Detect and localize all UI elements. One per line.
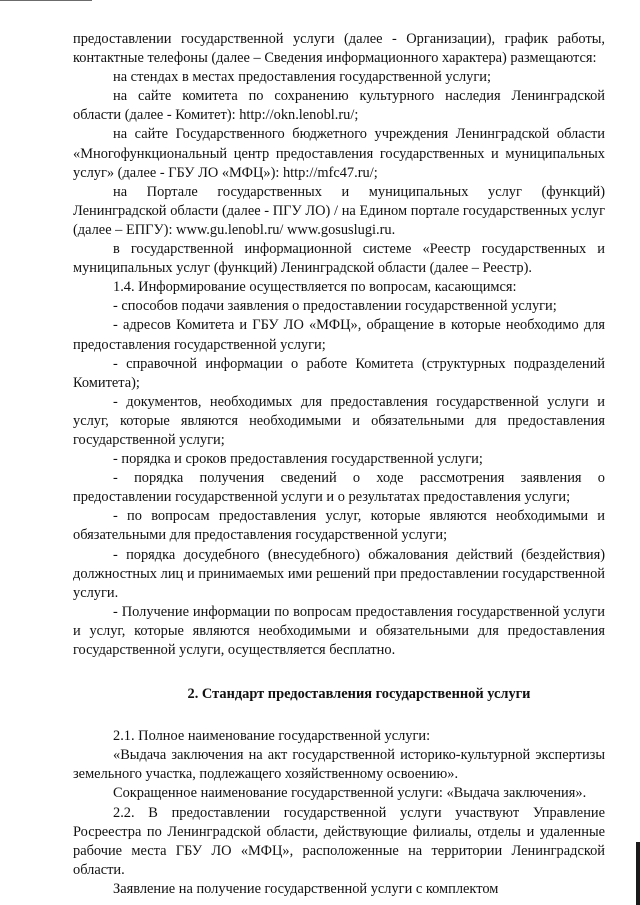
list-item: - документов, необходимых для предоставления государственной услуги и услуг, которые являются необходимыми и обязательными для предоставления государственной услуги; xyxy=(73,393,605,448)
paragraph: на сайте комитета по сохранению культурного наследия Ленинградской области (далее - Комитет): http://okn.lenobl.ru/; xyxy=(73,88,605,124)
paragraph: на сайте Государственного бюджетного учреждения Ленинградской области «Многофункциональный центр предоставления государственных и муниципальных услуг» (далее - ГБУ ЛО «МФЦ»): http://mfc47.ru/; xyxy=(73,126,605,181)
document-body xyxy=(73,30,605,899)
list-item: - Получение информации по вопросам предоставления государственной услуги и услуг, которые являются необходимыми и обязательными для предоставления государственной услуги, осуществляется бесплатно. xyxy=(73,603,605,658)
scan-edge-shadow xyxy=(636,842,640,905)
list-item: - порядка и сроков предоставления государственной услуги; xyxy=(113,451,483,468)
paragraph: 2.2. В предоставлении государственной услуги участвуют Управление Росреестра по Ленинградской области, действующие филиалы, отделы и удаленные рабочие места ГБУ ЛО «МФЦ», расположенные на территории Ленинградской области. xyxy=(73,804,605,878)
paragraph: предоставлении государственной услуги (далее - Организации), график работы, контактные телефоны (далее – Сведения информационного характера) размещаются: xyxy=(73,31,605,67)
list-item: - порядка получения сведений о ходе рассмотрения заявления о предоставлении государственной услуги и о результатах предоставления услуги; xyxy=(73,470,605,506)
section-heading: 2. Стандарт предоставления государственной услуги xyxy=(187,686,531,703)
paragraph: на стендах в местах предоставления государственной услуги; xyxy=(113,69,491,86)
paragraph: «Выдача заключения на акт государственной историко-культурной экспертизы земельного участка, подлежащего хозяйственному освоению». xyxy=(73,747,605,783)
list-item: - по вопросам предоставления услуг, которые являются необходимыми и обязательными для предоставления государственной услуги; xyxy=(73,508,605,544)
top-rule xyxy=(0,0,92,1)
paragraph: в государственной информационной системе «Реестр государственных и муниципальных услуг (функций) Ленинградской области (далее – Реестр). xyxy=(73,241,605,277)
paragraph: на Портале государственных и муниципальных услуг (функций) Ленинградской области (далее - ПГУ ЛО) / на Едином портале государственных услуг (далее – ЕПГУ): www.gu.lenobl.ru/ www.gosuslugi.ru. xyxy=(73,183,605,238)
list-item: - порядка досудебного (внесудебного) обжалования действий (бездействия) должностных лиц и принимаемых ими решений при предоставлении государственной услуги. xyxy=(73,546,605,601)
paragraph: 1.4. Информирование осуществляется по вопросам, касающимся: xyxy=(113,279,517,296)
paragraph: Заявление на получение государственной услуги с комплектом xyxy=(113,880,499,897)
list-item: - адресов Комитета и ГБУ ЛО «МФЦ», обращение в которые необходимо для предоставления государственной услуги; xyxy=(73,317,605,353)
list-item: - способов подачи заявления о предоставлении государственной услуги; xyxy=(113,298,557,315)
list-item: - справочной информации о работе Комитета (структурных подразделений Комитета); xyxy=(73,355,605,391)
paragraph: Сокращенное наименование государственной услуги: «Выдача заключения». xyxy=(113,785,587,802)
paragraph: 2.1. Полное наименование государственной услуги: xyxy=(113,728,431,745)
